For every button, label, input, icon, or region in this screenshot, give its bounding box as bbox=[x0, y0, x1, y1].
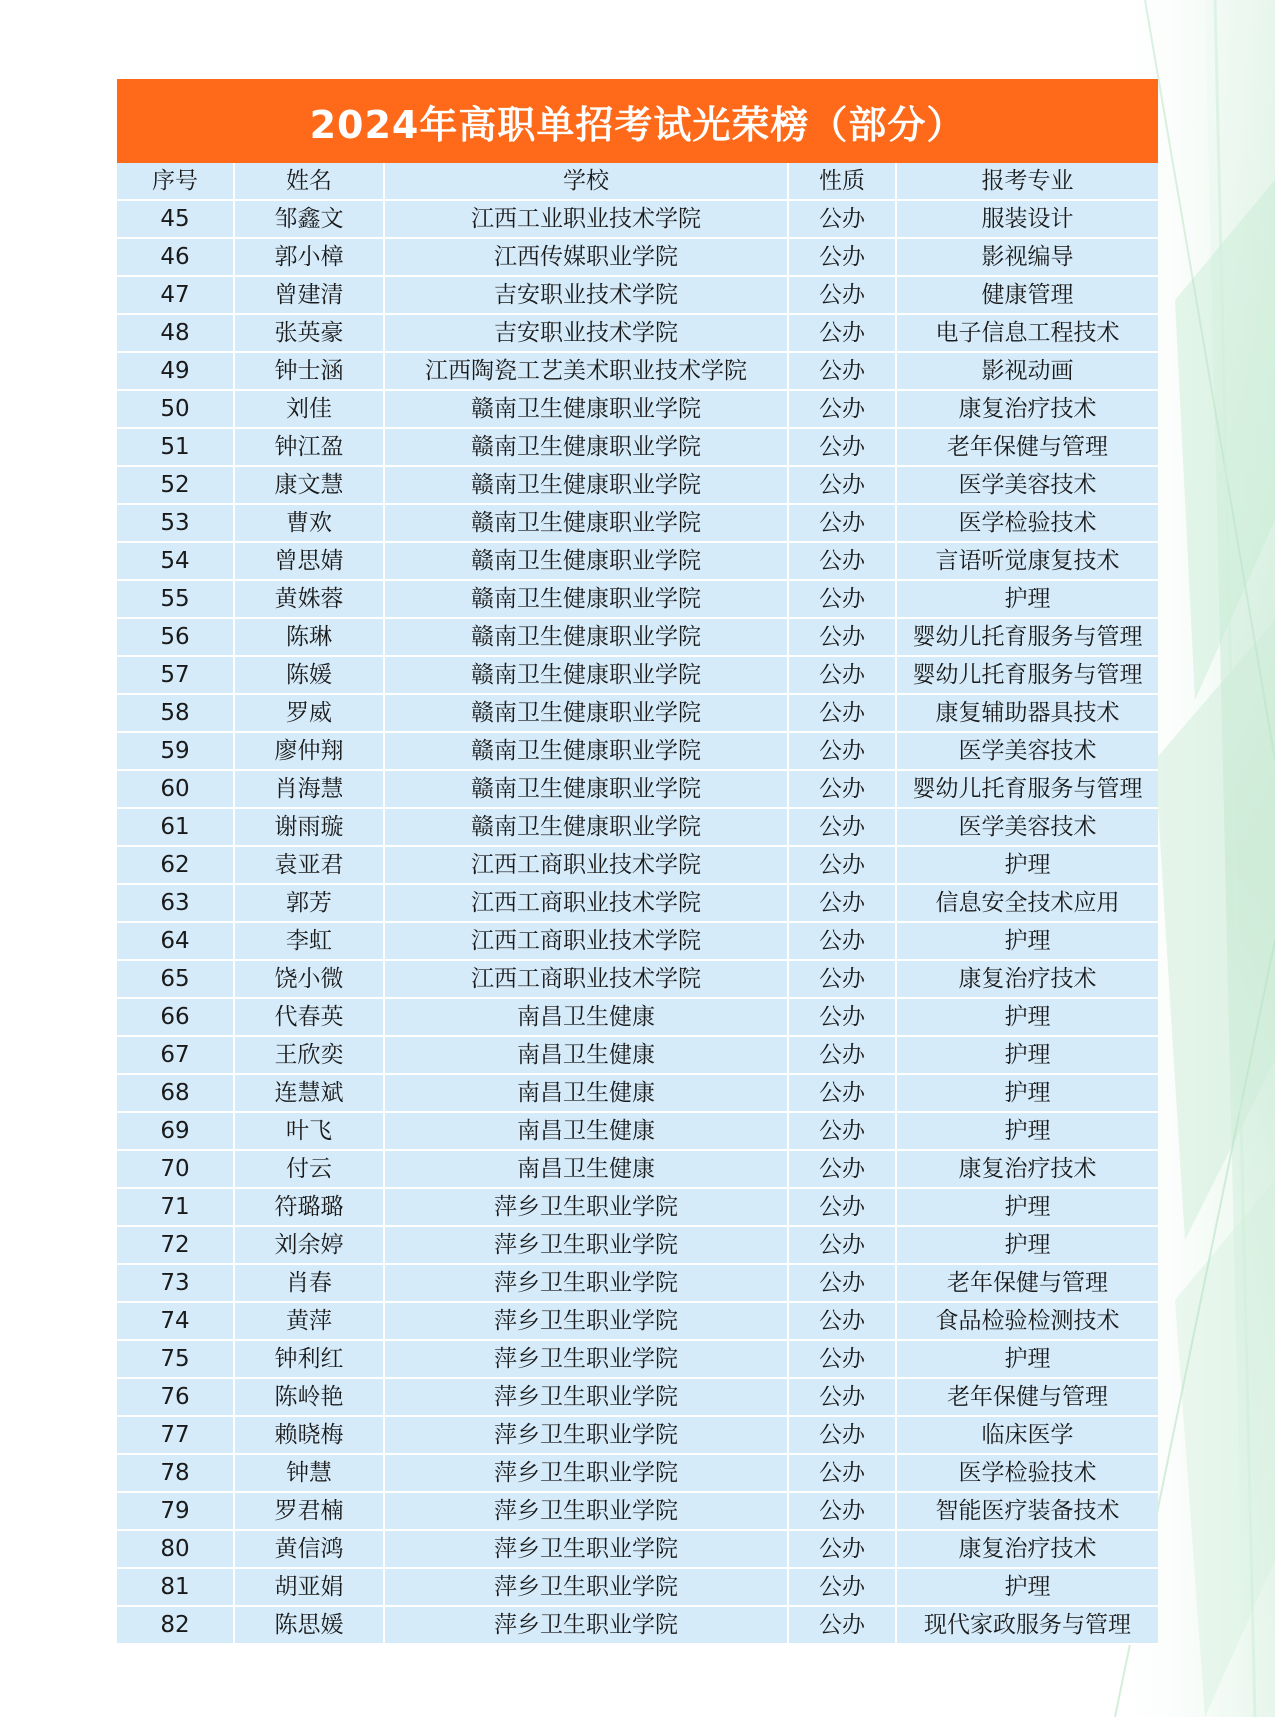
cell-type: 公办 bbox=[788, 808, 896, 846]
cell-name: 钟利红 bbox=[234, 1340, 384, 1378]
cell-name: 钟江盈 bbox=[234, 428, 384, 466]
table-row bbox=[117, 998, 1158, 1036]
table-row bbox=[117, 1530, 1158, 1568]
cell-major: 康复治疗技术 bbox=[896, 1530, 1158, 1568]
cell-name: 饶小微 bbox=[234, 960, 384, 998]
cell-name: 陈思媛 bbox=[234, 1606, 384, 1644]
cell-major: 老年保健与管理 bbox=[896, 428, 1158, 466]
cell-major: 医学美容技术 bbox=[896, 808, 1158, 846]
cell-type: 公办 bbox=[788, 1036, 896, 1074]
table-row bbox=[117, 238, 1158, 276]
cell-name: 付云 bbox=[234, 1150, 384, 1188]
cell-type: 公办 bbox=[788, 314, 896, 352]
table-row bbox=[117, 808, 1158, 846]
cell-major: 影视动画 bbox=[896, 352, 1158, 390]
cell-school: 南昌卫生健康 bbox=[384, 1036, 788, 1074]
cell-type: 公办 bbox=[788, 618, 896, 656]
cell-school: 赣南卫生健康职业学院 bbox=[384, 656, 788, 694]
cell-school: 南昌卫生健康 bbox=[384, 1074, 788, 1112]
cell-type: 公办 bbox=[788, 694, 896, 732]
cell-type: 公办 bbox=[788, 428, 896, 466]
cell-school: 萍乡卫生职业学院 bbox=[384, 1416, 788, 1454]
cell-type: 公办 bbox=[788, 1530, 896, 1568]
table-row bbox=[117, 1226, 1158, 1264]
cell-school: 萍乡卫生职业学院 bbox=[384, 1454, 788, 1492]
cell-type: 公办 bbox=[788, 276, 896, 314]
cell-serial: 77 bbox=[117, 1416, 234, 1454]
cell-serial: 65 bbox=[117, 960, 234, 998]
cell-type: 公办 bbox=[788, 998, 896, 1036]
cell-serial: 82 bbox=[117, 1606, 234, 1644]
cell-major: 护理 bbox=[896, 1188, 1158, 1226]
table-row bbox=[117, 542, 1158, 580]
cell-type: 公办 bbox=[788, 1416, 896, 1454]
cell-school: 江西工商职业技术学院 bbox=[384, 884, 788, 922]
cell-school: 赣南卫生健康职业学院 bbox=[384, 618, 788, 656]
cell-school: 江西传媒职业学院 bbox=[384, 238, 788, 276]
cell-type: 公办 bbox=[788, 200, 896, 238]
cell-type: 公办 bbox=[788, 1606, 896, 1644]
cell-major: 康复治疗技术 bbox=[896, 390, 1158, 428]
table-row bbox=[117, 1302, 1158, 1340]
cell-name: 陈琳 bbox=[234, 618, 384, 656]
cell-major: 康复治疗技术 bbox=[896, 960, 1158, 998]
cell-name: 曾建清 bbox=[234, 276, 384, 314]
cell-name: 袁亚君 bbox=[234, 846, 384, 884]
table-row bbox=[117, 1036, 1158, 1074]
cell-type: 公办 bbox=[788, 542, 896, 580]
cell-type: 公办 bbox=[788, 1074, 896, 1112]
honor-roll-table bbox=[117, 163, 1158, 1645]
cell-name: 曾思婧 bbox=[234, 542, 384, 580]
cell-major: 医学美容技术 bbox=[896, 732, 1158, 770]
cell-name: 黄信鸿 bbox=[234, 1530, 384, 1568]
cell-serial: 70 bbox=[117, 1150, 234, 1188]
cell-major: 康复治疗技术 bbox=[896, 1150, 1158, 1188]
cell-serial: 56 bbox=[117, 618, 234, 656]
cell-school: 吉安职业技术学院 bbox=[384, 276, 788, 314]
cell-name: 代春英 bbox=[234, 998, 384, 1036]
cell-major: 护理 bbox=[896, 1112, 1158, 1150]
cell-school: 江西工商职业技术学院 bbox=[384, 960, 788, 998]
cell-name: 李虹 bbox=[234, 922, 384, 960]
cell-school: 赣南卫生健康职业学院 bbox=[384, 808, 788, 846]
table-row bbox=[117, 770, 1158, 808]
cell-school: 萍乡卫生职业学院 bbox=[384, 1378, 788, 1416]
cell-type: 公办 bbox=[788, 1378, 896, 1416]
cell-type: 公办 bbox=[788, 884, 896, 922]
table-row bbox=[117, 1416, 1158, 1454]
cell-type: 公办 bbox=[788, 732, 896, 770]
cell-type: 公办 bbox=[788, 846, 896, 884]
cell-type: 公办 bbox=[788, 1112, 896, 1150]
cell-serial: 73 bbox=[117, 1264, 234, 1302]
cell-serial: 81 bbox=[117, 1568, 234, 1606]
cell-major: 食品检验检测技术 bbox=[896, 1302, 1158, 1340]
cell-major: 婴幼儿托育服务与管理 bbox=[896, 618, 1158, 656]
cell-serial: 45 bbox=[117, 200, 234, 238]
cell-serial: 58 bbox=[117, 694, 234, 732]
cell-name: 叶飞 bbox=[234, 1112, 384, 1150]
cell-type: 公办 bbox=[788, 466, 896, 504]
cell-major: 护理 bbox=[896, 580, 1158, 618]
cell-school: 赣南卫生健康职业学院 bbox=[384, 694, 788, 732]
cell-serial: 71 bbox=[117, 1188, 234, 1226]
cell-name: 符璐璐 bbox=[234, 1188, 384, 1226]
cell-name: 廖仲翔 bbox=[234, 732, 384, 770]
cell-type: 公办 bbox=[788, 1188, 896, 1226]
cell-type: 公办 bbox=[788, 1568, 896, 1606]
cell-school: 南昌卫生健康 bbox=[384, 1112, 788, 1150]
cell-serial: 59 bbox=[117, 732, 234, 770]
cell-type: 公办 bbox=[788, 504, 896, 542]
cell-serial: 68 bbox=[117, 1074, 234, 1112]
cell-school: 赣南卫生健康职业学院 bbox=[384, 770, 788, 808]
cell-serial: 62 bbox=[117, 846, 234, 884]
cell-serial: 61 bbox=[117, 808, 234, 846]
cell-major: 现代家政服务与管理 bbox=[896, 1606, 1158, 1644]
table-row bbox=[117, 1188, 1158, 1226]
cell-school: 萍乡卫生职业学院 bbox=[384, 1188, 788, 1226]
header-major: 报考专业 bbox=[896, 163, 1158, 200]
cell-school: 赣南卫生健康职业学院 bbox=[384, 504, 788, 542]
cell-major: 婴幼儿托育服务与管理 bbox=[896, 770, 1158, 808]
cell-major: 老年保健与管理 bbox=[896, 1264, 1158, 1302]
table-row bbox=[117, 694, 1158, 732]
table-row bbox=[117, 1454, 1158, 1492]
cell-serial: 75 bbox=[117, 1340, 234, 1378]
cell-type: 公办 bbox=[788, 1264, 896, 1302]
table-row bbox=[117, 428, 1158, 466]
table-row bbox=[117, 1568, 1158, 1606]
cell-name: 陈岭艳 bbox=[234, 1378, 384, 1416]
cell-name: 邹鑫文 bbox=[234, 200, 384, 238]
cell-serial: 74 bbox=[117, 1302, 234, 1340]
cell-serial: 80 bbox=[117, 1530, 234, 1568]
cell-major: 智能医疗装备技术 bbox=[896, 1492, 1158, 1530]
cell-school: 萍乡卫生职业学院 bbox=[384, 1606, 788, 1644]
cell-major: 医学检验技术 bbox=[896, 1454, 1158, 1492]
table-row bbox=[117, 1606, 1158, 1644]
cell-type: 公办 bbox=[788, 1454, 896, 1492]
table-row bbox=[117, 732, 1158, 770]
cell-name: 王欣奕 bbox=[234, 1036, 384, 1074]
cell-serial: 53 bbox=[117, 504, 234, 542]
cell-school: 江西工商职业技术学院 bbox=[384, 846, 788, 884]
cell-major: 康复辅助器具技术 bbox=[896, 694, 1158, 732]
cell-serial: 79 bbox=[117, 1492, 234, 1530]
table-row bbox=[117, 466, 1158, 504]
cell-serial: 63 bbox=[117, 884, 234, 922]
cell-major: 护理 bbox=[896, 998, 1158, 1036]
cell-name: 张英豪 bbox=[234, 314, 384, 352]
cell-type: 公办 bbox=[788, 580, 896, 618]
cell-serial: 54 bbox=[117, 542, 234, 580]
cell-type: 公办 bbox=[788, 770, 896, 808]
cell-name: 罗威 bbox=[234, 694, 384, 732]
cell-serial: 72 bbox=[117, 1226, 234, 1264]
cell-major: 护理 bbox=[896, 1340, 1158, 1378]
cell-school: 吉安职业技术学院 bbox=[384, 314, 788, 352]
table-row bbox=[117, 580, 1158, 618]
cell-school: 赣南卫生健康职业学院 bbox=[384, 580, 788, 618]
page-title: 2024年高职单招考试光荣榜（部分） bbox=[117, 79, 1158, 163]
cell-major: 护理 bbox=[896, 1074, 1158, 1112]
cell-name: 胡亚娟 bbox=[234, 1568, 384, 1606]
cell-school: 萍乡卫生职业学院 bbox=[384, 1568, 788, 1606]
cell-major: 电子信息工程技术 bbox=[896, 314, 1158, 352]
cell-name: 陈媛 bbox=[234, 656, 384, 694]
cell-serial: 76 bbox=[117, 1378, 234, 1416]
cell-name: 曹欢 bbox=[234, 504, 384, 542]
table-row bbox=[117, 1112, 1158, 1150]
cell-major: 护理 bbox=[896, 846, 1158, 884]
cell-type: 公办 bbox=[788, 1150, 896, 1188]
table-row bbox=[117, 1074, 1158, 1112]
cell-name: 刘佳 bbox=[234, 390, 384, 428]
cell-serial: 46 bbox=[117, 238, 234, 276]
table-row bbox=[117, 922, 1158, 960]
cell-serial: 64 bbox=[117, 922, 234, 960]
cell-type: 公办 bbox=[788, 960, 896, 998]
table-row bbox=[117, 314, 1158, 352]
table-row bbox=[117, 1378, 1158, 1416]
cell-serial: 55 bbox=[117, 580, 234, 618]
cell-type: 公办 bbox=[788, 352, 896, 390]
cell-type: 公办 bbox=[788, 238, 896, 276]
cell-name: 钟慧 bbox=[234, 1454, 384, 1492]
cell-school: 萍乡卫生职业学院 bbox=[384, 1340, 788, 1378]
cell-school: 萍乡卫生职业学院 bbox=[384, 1530, 788, 1568]
cell-name: 钟士涵 bbox=[234, 352, 384, 390]
cell-type: 公办 bbox=[788, 390, 896, 428]
cell-school: 江西工商职业技术学院 bbox=[384, 922, 788, 960]
cell-major: 健康管理 bbox=[896, 276, 1158, 314]
cell-serial: 66 bbox=[117, 998, 234, 1036]
table-header-row bbox=[117, 163, 1158, 200]
cell-major: 婴幼儿托育服务与管理 bbox=[896, 656, 1158, 694]
cell-serial: 52 bbox=[117, 466, 234, 504]
table-row bbox=[117, 504, 1158, 542]
table-row bbox=[117, 1492, 1158, 1530]
cell-major: 护理 bbox=[896, 922, 1158, 960]
cell-serial: 57 bbox=[117, 656, 234, 694]
cell-type: 公办 bbox=[788, 1492, 896, 1530]
header-type: 性质 bbox=[788, 163, 896, 200]
cell-school: 赣南卫生健康职业学院 bbox=[384, 390, 788, 428]
cell-school: 赣南卫生健康职业学院 bbox=[384, 428, 788, 466]
cell-school: 赣南卫生健康职业学院 bbox=[384, 542, 788, 580]
cell-name: 肖春 bbox=[234, 1264, 384, 1302]
table-row bbox=[117, 846, 1158, 884]
cell-type: 公办 bbox=[788, 1302, 896, 1340]
table-row bbox=[117, 1340, 1158, 1378]
cell-serial: 69 bbox=[117, 1112, 234, 1150]
cell-major: 服装设计 bbox=[896, 200, 1158, 238]
cell-major: 信息安全技术应用 bbox=[896, 884, 1158, 922]
table-row bbox=[117, 960, 1158, 998]
cell-major: 护理 bbox=[896, 1036, 1158, 1074]
cell-major: 医学美容技术 bbox=[896, 466, 1158, 504]
cell-type: 公办 bbox=[788, 1340, 896, 1378]
honor-roll-card bbox=[117, 79, 1158, 1645]
cell-major: 护理 bbox=[896, 1568, 1158, 1606]
cell-school: 南昌卫生健康 bbox=[384, 998, 788, 1036]
header-name: 姓名 bbox=[234, 163, 384, 200]
table-row bbox=[117, 884, 1158, 922]
cell-name: 谢雨璇 bbox=[234, 808, 384, 846]
cell-serial: 51 bbox=[117, 428, 234, 466]
cell-school: 萍乡卫生职业学院 bbox=[384, 1264, 788, 1302]
table-row bbox=[117, 352, 1158, 390]
cell-school: 赣南卫生健康职业学院 bbox=[384, 732, 788, 770]
table-row bbox=[117, 656, 1158, 694]
cell-name: 黄姝蓉 bbox=[234, 580, 384, 618]
cell-serial: 78 bbox=[117, 1454, 234, 1492]
table-row bbox=[117, 618, 1158, 656]
cell-school: 江西工业职业技术学院 bbox=[384, 200, 788, 238]
cell-type: 公办 bbox=[788, 922, 896, 960]
cell-type: 公办 bbox=[788, 656, 896, 694]
cell-major: 影视编导 bbox=[896, 238, 1158, 276]
cell-school: 赣南卫生健康职业学院 bbox=[384, 466, 788, 504]
table-row bbox=[117, 200, 1158, 238]
cell-serial: 50 bbox=[117, 390, 234, 428]
cell-school: 萍乡卫生职业学院 bbox=[384, 1302, 788, 1340]
table-row bbox=[117, 1150, 1158, 1188]
cell-type: 公办 bbox=[788, 1226, 896, 1264]
cell-name: 郭小樟 bbox=[234, 238, 384, 276]
cell-name: 黄萍 bbox=[234, 1302, 384, 1340]
cell-name: 刘余婷 bbox=[234, 1226, 384, 1264]
cell-serial: 60 bbox=[117, 770, 234, 808]
cell-name: 康文慧 bbox=[234, 466, 384, 504]
cell-name: 罗君楠 bbox=[234, 1492, 384, 1530]
cell-major: 医学检验技术 bbox=[896, 504, 1158, 542]
cell-name: 赖晓梅 bbox=[234, 1416, 384, 1454]
table-row bbox=[117, 1264, 1158, 1302]
cell-serial: 47 bbox=[117, 276, 234, 314]
table-row bbox=[117, 276, 1158, 314]
cell-major: 护理 bbox=[896, 1226, 1158, 1264]
cell-major: 言语听觉康复技术 bbox=[896, 542, 1158, 580]
cell-serial: 48 bbox=[117, 314, 234, 352]
cell-name: 郭芳 bbox=[234, 884, 384, 922]
table-row bbox=[117, 390, 1158, 428]
cell-major: 老年保健与管理 bbox=[896, 1378, 1158, 1416]
cell-school: 萍乡卫生职业学院 bbox=[384, 1492, 788, 1530]
cell-major: 临床医学 bbox=[896, 1416, 1158, 1454]
cell-school: 江西陶瓷工艺美术职业技术学院 bbox=[384, 352, 788, 390]
cell-name: 连慧斌 bbox=[234, 1074, 384, 1112]
cell-serial: 49 bbox=[117, 352, 234, 390]
cell-name: 肖海慧 bbox=[234, 770, 384, 808]
cell-school: 萍乡卫生职业学院 bbox=[384, 1226, 788, 1264]
header-school: 学校 bbox=[384, 163, 788, 200]
cell-serial: 67 bbox=[117, 1036, 234, 1074]
header-serial: 序号 bbox=[117, 163, 234, 200]
cell-school: 南昌卫生健康 bbox=[384, 1150, 788, 1188]
